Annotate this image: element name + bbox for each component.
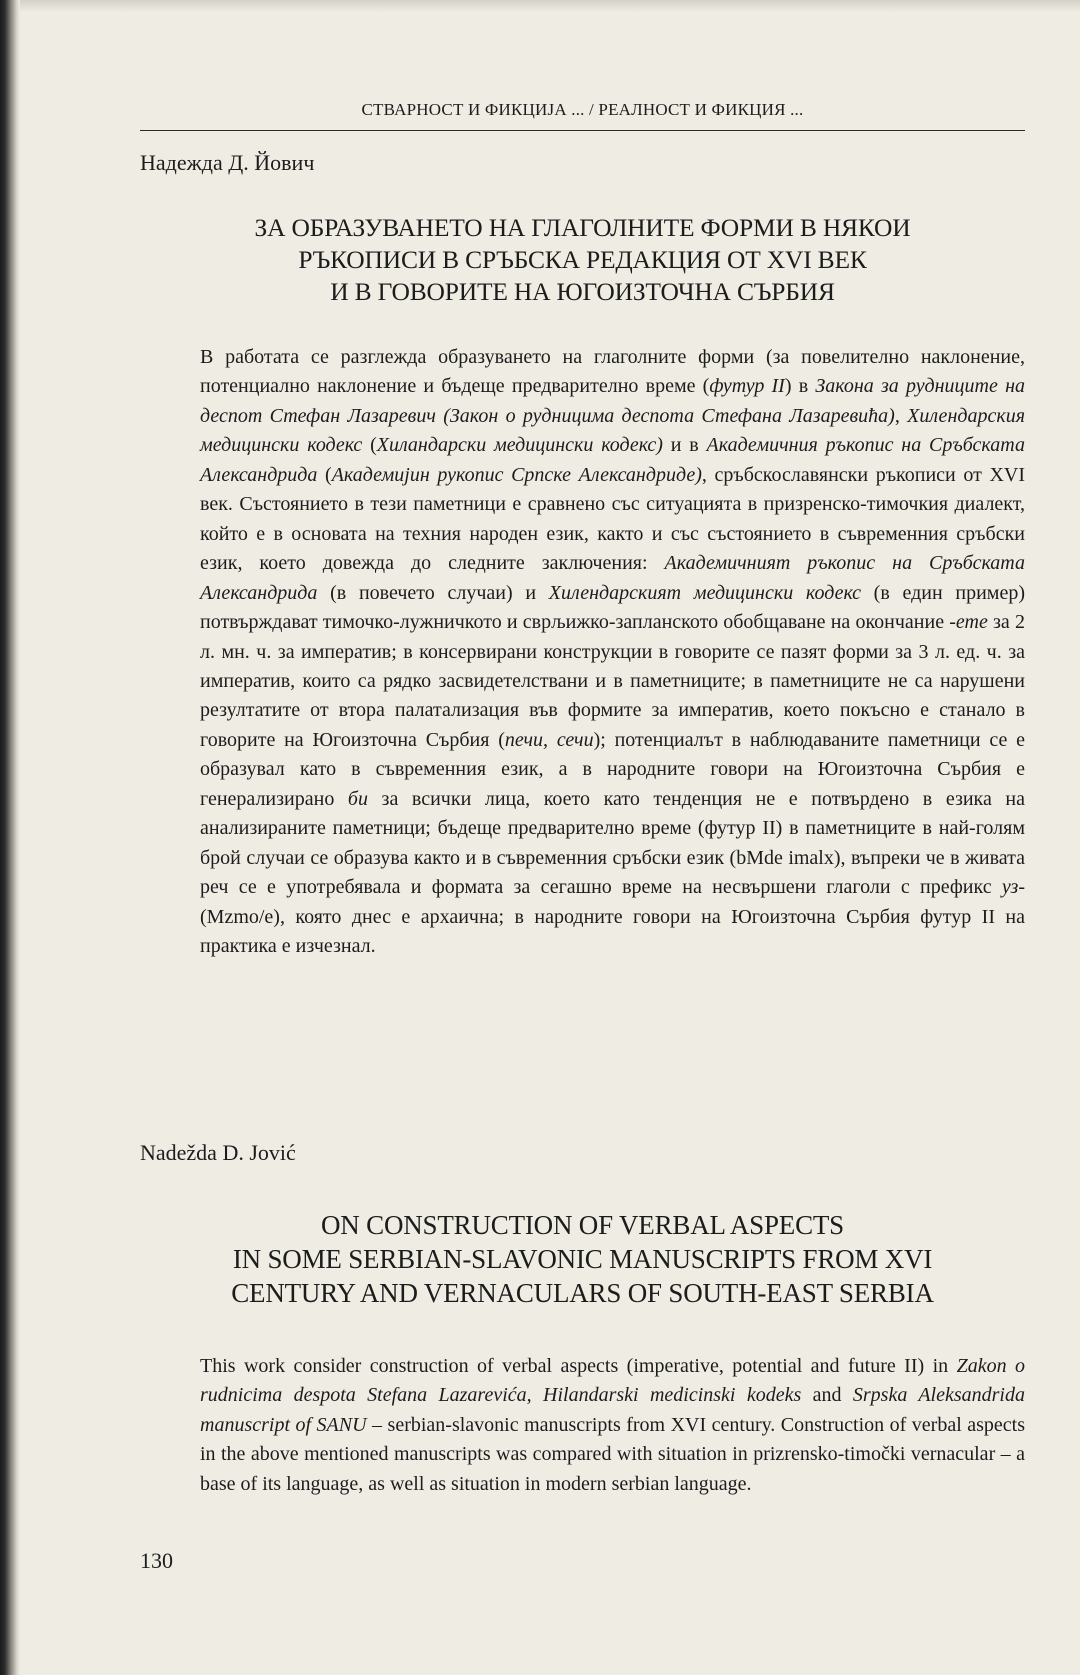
- header-rule: [140, 130, 1025, 131]
- abstract-italic: Хилендарския медицински кодекс: [200, 404, 1026, 457]
- abstract-text: В работата се разглежда образуването на глаголните форми (за повелително наклонение, потенциално наклонение и бъдеще предварително време (: [200, 346, 1025, 398]
- book-spine-shadow: [0, 0, 20, 1675]
- abstract-italic: уз-: [1001, 876, 1025, 899]
- abstract-bulgarian: [200, 343, 1025, 962]
- abstract-italic: Zakon o rudnicima despota Stefana Lazarevića, Hilandarski medicinski kodeks: [200, 1355, 1026, 1407]
- abstract-text: (в един пример) потвърждават тимочко-лужничкото и сврљижко-запланското обобщаване на окончание: [200, 581, 1025, 634]
- title-line: ЗА ОБРАЗУВАНЕТО НА ГЛАГОЛНИТЕ ФОРМИ В НЯКОИ: [254, 213, 911, 242]
- page-top-edge: [0, 0, 1080, 12]
- title-line: И В ГОВОРИТЕ НА ЮГОИЗТОЧНА СЪРБИЯ: [330, 277, 835, 306]
- title-line: ON CONSTRUCTION OF VERBAL ASPECTS: [321, 1210, 844, 1240]
- abstract-italic: Закона за рудниците на деспот Стефан Лазаревич (Закон о рудницима деспота Стефана Лазаревића): [200, 375, 1025, 427]
- abstract-text: This work consider construction of verbal aspects (imperative, potential and future II) in: [200, 1355, 957, 1377]
- article-title-english: [140, 1208, 1025, 1310]
- author-bulgarian: Надежда Д. Йович: [140, 150, 315, 175]
- abstract-italic: би: [347, 787, 368, 810]
- abstract-text: и в: [662, 434, 707, 457]
- abstract-italic: Хилендарският медицински кодекс: [548, 581, 861, 604]
- abstract-italic: Академијин рукопис Српске Александриде): [331, 463, 702, 486]
- abstract-english: [200, 1352, 1025, 1499]
- abstract-text: (Mzmo/e), която днес е архаична; в народните говори на Югоизточна Сърбия футур II на практика е изчезнал.: [200, 905, 1025, 958]
- running-head: СТВАРНОСТ И ФИКЦИЈА ... / РЕАЛНОСТ И ФИКЦИЯ ...: [361, 100, 804, 119]
- title-line: IN SOME SERBIAN-SLAVONIC MANUSCRIPTS FROM XVI: [232, 1244, 933, 1274]
- article-title-bulgarian: [140, 212, 1025, 308]
- title-line: РЪКОПИСИ В СРЪБСКА РЕДАКЦИЯ ОТ XVI ВЕК: [298, 245, 867, 274]
- author-english: Nadežda D. Jović: [140, 1140, 296, 1165]
- abstract-text: ); потенциалът в наблюдаваните паметници се е образувал като в съвременния език, а в народните говори на Югоизточна Сърбия е генерализирано: [200, 728, 1026, 810]
- abstract-text: за всички лица, което като тенденция не е потвърдено в езика на анализираните паметници; бъдеще предварително време (футур II) в паметниците в най-голям брой случаи се образува както и в съвременния сръбски език (bMde imalx), въпреки че в живата реч се е употребявала и формата за сегашно време на несвършени глаголи с префикс: [200, 787, 1025, 899]
- abstract-italic: Srpska Aleksandrida manuscript of SANU: [200, 1384, 1025, 1436]
- title-line: CENTURY AND VERNACULARS OF SOUTH-EAST SERBIA: [231, 1278, 934, 1308]
- abstract-text: ) в: [784, 375, 816, 398]
- abstract-italic: Хиландарски медицински кодекс): [376, 434, 663, 457]
- abstract-text: (: [362, 434, 377, 457]
- abstract-text: (: [317, 463, 332, 486]
- abstract-text: – serbian-slavonic manuscripts from XVI century. Construction of verbal aspects in the above mentioned manuscripts was compared with situation in prizrensko-timočki vernacular – a base of its language, as well as situation in modern serbian language.: [200, 1413, 1025, 1495]
- abstract-text: and: [801, 1384, 853, 1407]
- abstract-text: за 2 л. мн. ч. за императив; в консервирани конструкции в говорите се пазят форми за 3 л. ед. ч. за императив, които са рядко засвидетелствани и в паметниците; в паметниците не са нарушени резултатите от втора палатализация във формите за императив, което покъсно е станало в говорите на Югоизточна Сърбия (: [200, 611, 1025, 751]
- abstract-text: (в повечето случаи) и: [317, 581, 549, 604]
- abstract-italic: -ете: [949, 611, 988, 634]
- abstract-italic: печи, сечи: [504, 728, 594, 751]
- abstract-text: , сръбскославянски ръкописи от XVI век. Състоянието в тези паметници е сравнено със ситуацията в призренско-тимочкия диалект, който е в основата на техния народен език, както и със състоянието в съвременния сръбски език, което довежда до следните заключения:: [200, 463, 1025, 575]
- page-number: 130: [140, 1548, 173, 1573]
- abstract-italic: Академичният ръкопис на Сръбската Александрида: [200, 552, 1025, 604]
- abstract-italic: футур II: [709, 375, 785, 398]
- abstract-italic: Академичния ръкопис на Сръбската Александрида: [200, 434, 1025, 486]
- abstract-text: ,: [894, 404, 908, 427]
